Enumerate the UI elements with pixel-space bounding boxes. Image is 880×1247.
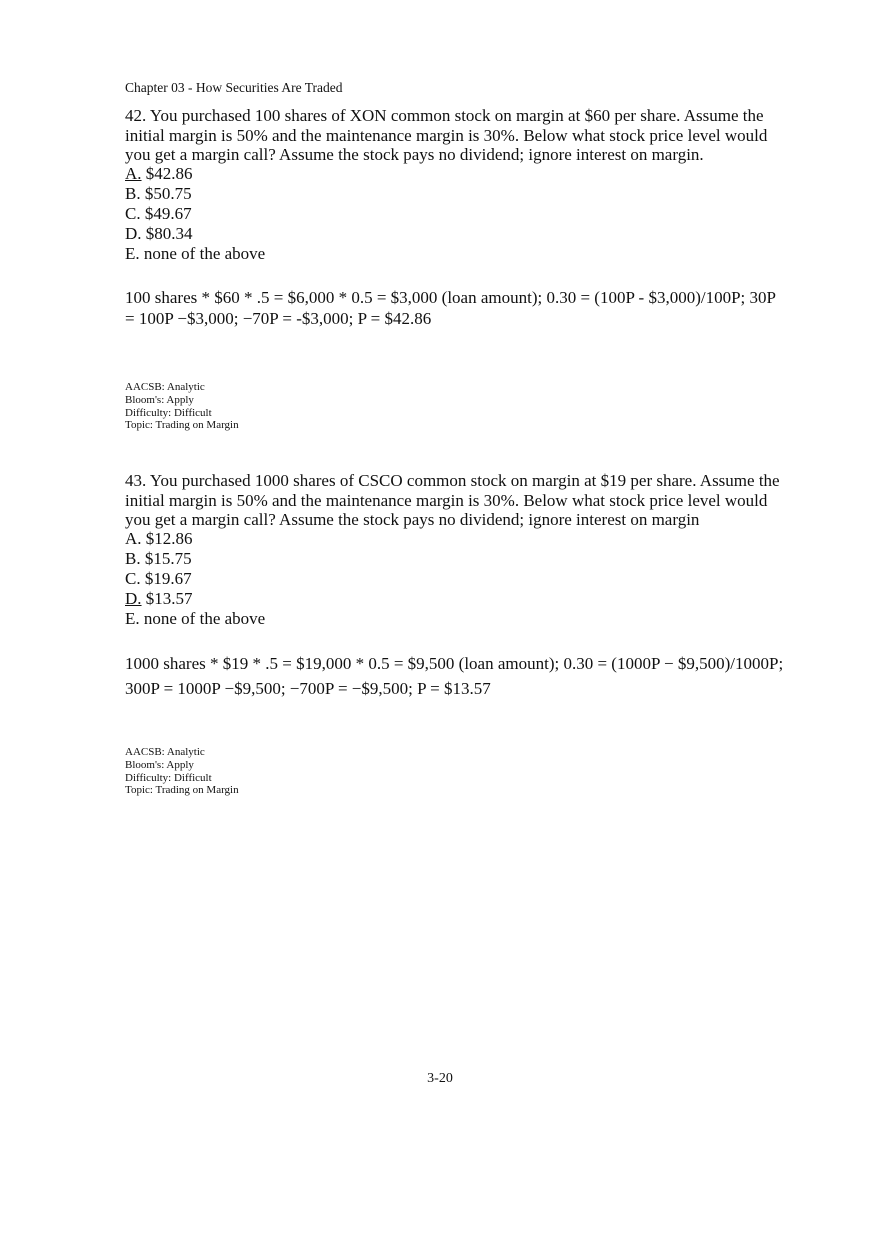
option-a [125, 529, 785, 549]
question-meta [125, 746, 785, 797]
meta-topic: Topic: Trading on Margin [125, 784, 239, 797]
option-letter: E. [125, 244, 140, 263]
option-value: $50.75 [144, 184, 192, 203]
meta-blooms: Bloom's: Apply [125, 758, 194, 771]
option-e [125, 609, 785, 629]
meta-blooms: Bloom's: Apply [125, 393, 194, 406]
option-a [125, 164, 785, 184]
option-letter: D. [125, 589, 142, 608]
explanation: 1000 shares * $19 * .5 = $19,000 * 0.5 = $9,500 (loan amount); 0.30 = (1000P − $9,500)/1000P; 300P = 1000P −$9,500; −700P = −$9,500; P = $13.57 [125, 654, 784, 698]
option-value: none of the above [143, 244, 266, 263]
options-list [125, 164, 785, 264]
meta-topic: Topic: Trading on Margin [125, 419, 239, 432]
question-text: 43. You purchased 1000 shares of CSCO common stock on margin at $19 per share. Assume the initial margin is 50% and the maintenance margin is 30%. Below what stock price level would you get a margin call? Assume the stock pays no dividend; ignore interest on margin [125, 471, 780, 530]
option-d [125, 224, 785, 244]
option-value: $13.57 [145, 589, 193, 608]
explanation: 100 shares * $60 * .5 = $6,000 * 0.5 = $3,000 (loan amount); 0.30 = (100P - $3,000)/100P; 30P = 100P −$3,000; −70P = -$3,000; P = $42.86 [125, 288, 776, 328]
option-letter: A. [125, 164, 142, 183]
question-meta [125, 381, 785, 432]
question-text: 42. You purchased 100 shares of XON common stock on margin at $60 per share. Assume the initial margin is 50% and the maintenance margin is 30%. Below what stock price level would you get a margin call? Assume the stock pays no dividend; ignore interest on margin. [125, 106, 768, 165]
meta-aacsb: AACSB: Analytic [125, 381, 205, 393]
option-letter: E. [125, 609, 140, 628]
option-value: $80.34 [145, 224, 193, 243]
meta-aacsb: AACSB: Analytic [125, 746, 205, 758]
page-number: 3-20 [427, 1071, 453, 1086]
option-value: $12.86 [145, 529, 193, 548]
option-e [125, 244, 785, 264]
chapter-header: Chapter 03 - How Securities Are Traded [125, 80, 343, 95]
meta-difficulty: Difficulty: Difficult [125, 406, 212, 419]
options-list [125, 529, 785, 629]
option-value: $15.75 [144, 549, 192, 568]
option-letter: B. [125, 549, 141, 568]
option-letter: B. [125, 184, 141, 203]
option-c [125, 204, 785, 224]
meta-difficulty: Difficulty: Difficult [125, 771, 212, 784]
option-letter: D. [125, 224, 142, 243]
option-value: $49.67 [144, 204, 192, 223]
option-b [125, 184, 785, 204]
option-value: $42.86 [145, 164, 193, 183]
option-value: none of the above [143, 609, 266, 628]
option-letter: C. [125, 204, 141, 223]
option-c [125, 569, 785, 589]
option-b [125, 549, 785, 569]
option-value: $19.67 [144, 569, 192, 588]
option-letter: C. [125, 569, 141, 588]
option-d [125, 589, 785, 609]
option-letter: A. [125, 529, 142, 548]
